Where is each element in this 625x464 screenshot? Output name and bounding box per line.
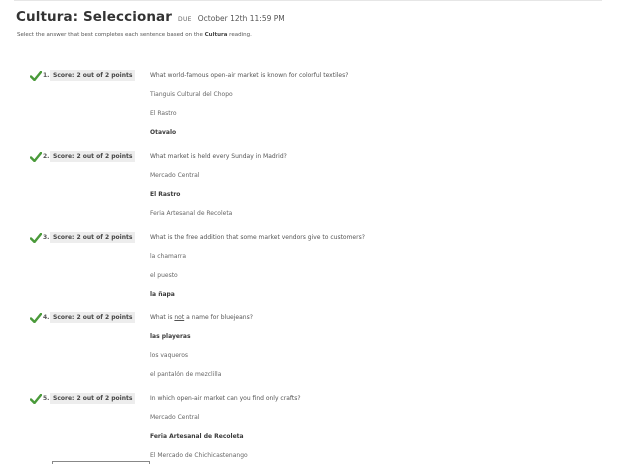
answer-choice-selected[interactable]: la ñapa: [150, 291, 175, 298]
checkmark-icon: [30, 233, 42, 243]
prompt-text-after: a name for bluejeans?: [184, 314, 253, 321]
answer-choice[interactable]: los vaqueros: [150, 352, 189, 359]
checkmark-icon: [30, 313, 42, 323]
score-badge: Score: 2 out of 2 points: [50, 232, 135, 243]
score-badge: Score: 2 out of 2 points: [50, 70, 135, 81]
answer-choice[interactable]: el pantalón de mezclilla: [150, 371, 222, 378]
question-prompt: What is the free addition that some market vendors give to customers?: [150, 234, 365, 241]
instructions-after: reading.: [227, 32, 252, 38]
assignment-header: [16, 9, 285, 25]
page-title: Cultura: Seleccionar: [16, 9, 173, 25]
instructions-reading-name: Cultura: [204, 32, 228, 38]
prompt-text-before: What is: [150, 314, 175, 321]
score-badge: Score: 2 out of 2 points: [50, 151, 135, 162]
answer-choice[interactable]: la chamarra: [150, 253, 187, 260]
question-prompt: In which open-air market can you find only crafts?: [150, 395, 301, 402]
score-badge: Score: 2 out of 2 points: [50, 312, 135, 323]
question-number: 3.: [43, 234, 50, 241]
answer-choice[interactable]: El Rastro: [150, 110, 177, 117]
question-number: 2.: [43, 153, 50, 160]
answer-choice[interactable]: el puesto: [150, 272, 178, 279]
answer-choice[interactable]: Mercado Central: [150, 414, 200, 421]
answer-choice[interactable]: Tianguis Cultural del Chopo: [150, 91, 233, 98]
checkmark-icon: [30, 71, 42, 81]
prompt-emphasis: not: [174, 314, 185, 321]
instructions-before: Select the answer that best completes each sentence based on the: [17, 32, 205, 38]
due-date: October 12th 11:59 PM: [197, 14, 285, 23]
question-number: 1.: [43, 72, 50, 79]
question-number: 4.: [43, 314, 50, 321]
answer-choice[interactable]: Feria Artesanal de Recoleta: [150, 210, 233, 217]
answer-choice-selected[interactable]: las playeras: [150, 333, 191, 340]
question-number: 5.: [43, 395, 50, 402]
question-prompt: What world-famous open-air market is known for colorful textiles?: [150, 72, 349, 79]
answer-choice-selected[interactable]: El Rastro: [150, 191, 181, 198]
due-label: DUE: [178, 16, 192, 23]
checkmark-icon: [30, 394, 42, 404]
checkmark-icon: [30, 152, 42, 162]
score-badge: Score: 2 out of 2 points: [50, 393, 135, 404]
answer-choice[interactable]: El Mercado de Chichicastenango: [150, 452, 248, 459]
instructions-text: [17, 32, 252, 38]
top-divider: [14, 0, 602, 1]
question-prompt: What market is held every Sunday in Madrid?: [150, 153, 287, 160]
answer-choice[interactable]: Mercado Central: [150, 172, 200, 179]
answer-choice-selected[interactable]: Feria Artesanal de Recoleta: [150, 433, 244, 440]
question-prompt: [150, 314, 253, 321]
answer-choice-selected[interactable]: Otavalo: [150, 129, 177, 136]
